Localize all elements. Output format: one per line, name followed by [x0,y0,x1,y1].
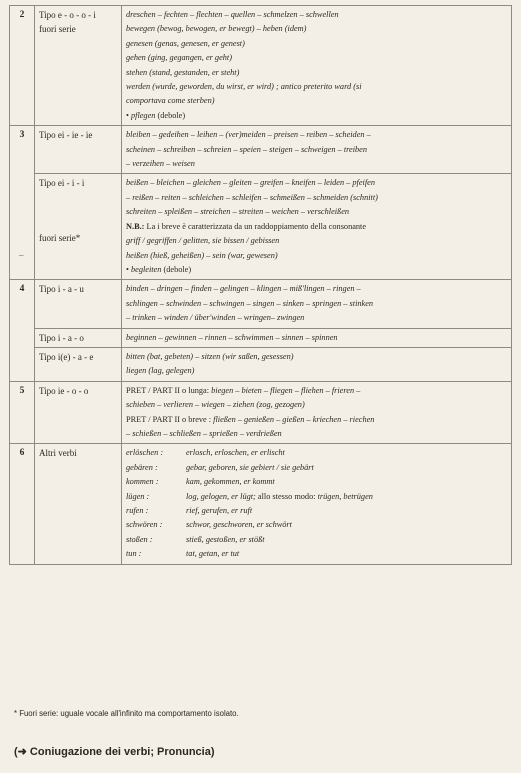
type-cell [35,347,122,381]
bullet-note: (debole) [163,264,192,274]
verb-line: scheinen – schreiben – schreien – speien – steigen – schweigen – treiben [126,144,368,154]
verb-pair [126,504,507,518]
verb-pair [126,547,507,561]
verb-pair [126,461,507,475]
verb-table [9,5,512,565]
table-row [10,280,512,328]
nb-text: La i breve è caratterizzata da un raddoppiamento della consonante [146,221,367,231]
bullet-mark: • [126,110,129,120]
type-label: Tipo ei - i - i [39,178,85,189]
verb-line: – reißen – reiten – schleichen – schleifen – schmeißen – schmeiden (schnitt) [126,192,378,202]
verb-line: stehen (stand, gestanden, er steht) [126,67,240,77]
verb-list [122,347,512,381]
type-label: Altri verbi [39,448,77,459]
verb-list [122,280,512,328]
table-row [10,126,512,174]
type-cell [35,280,122,328]
verb-line: binden – dringen – finden – gelingen – klingen – miß'lingen – ringen – [126,284,361,294]
verb-line: beißen – bleichen – gleichen – gleiten – greifen – kneifen – leiden – pfeifen [126,178,375,188]
group-number: 5 [10,381,35,444]
verb-line: werden (wurde, geworden, du wirst, er wird) ; antico preterito ward (si [126,82,362,92]
infinitive: lügen : [126,491,150,501]
verb-line: beginnen – gewinnen – rinnen – schwimmen – sinnen – spinnen [126,332,338,342]
verb-line: griff / gegriffen / gelitten, sie bissen / gebissen [126,236,280,246]
type-note: fuori serie* [39,232,81,243]
type-cell [35,328,122,347]
bullet-word: begleiten [130,264,162,274]
forms: stieß, gestoßen, er stößt [186,534,265,544]
verb-line: bitten (bat, gebeten) – sitzen (wir saßen, gesessen) [126,351,294,361]
table-row [10,381,512,444]
bullet-note: (debole) [157,110,186,120]
verb-line: heißen (hieß, geheißen) – sein (war, gewesen) [126,250,278,260]
group-number: 2 [10,6,35,126]
verb-line: comportava come sterben) [126,96,215,106]
pret-line [126,413,507,427]
verb-text: fließen – genießen – gießen – kriechen – riechen [213,414,375,424]
type-label: Tipo ie - o - o [39,385,89,396]
verb-line: schieben – verlieren – wiegen – ziehen (zog, gezogen) [126,400,305,410]
group-number: 4 [10,280,35,381]
pret-line [126,384,507,398]
infinitive: erlöschen : [126,448,164,458]
verb-text: biegen – bieten – fliegen – fliehen – frieren – [211,385,361,395]
group-number: 3 [10,126,35,280]
type-label: Tipo i - a - o [39,332,84,343]
type-cell [35,444,122,564]
verb-line: gehen (ging, gegangen, er geht) [126,53,232,63]
verb-line: – trinken – winden / über'winden – wringen– zwingen [126,313,305,323]
forms: gebar, geboren, sie gebiert / sie gebärt [186,462,314,472]
infinitive: rufen : [126,506,149,515]
infinitive: gebären : [126,462,158,472]
table-row [10,6,512,126]
verb-line: bleiben – gedeihen – leihen – (ver)meiden – preisen – reiben – scheiden – [126,130,371,140]
forms [186,490,507,504]
nb-line [126,220,507,234]
cross-reference[interactable]: (➜ Coniugazione dei verbi; Pronuncia) [14,746,215,758]
forms-text: log, gelogen, er lügt; [186,491,256,501]
group-number: 6 [10,444,35,564]
side-mark: – [19,250,24,260]
type-label: Tipo e - o - o - i [39,10,96,20]
bullet-line [126,263,507,277]
verb-list [122,381,512,444]
bullet-line [126,109,507,123]
type-note: fuori serie [39,24,76,35]
verb-pair [126,533,507,547]
table-row [10,347,512,381]
infinitive: schwören : [126,520,163,530]
type-label: Tipo ei - ie - ie [39,130,93,141]
verb-line: – schießen – schließen – sprießen – verdrießen [126,428,282,438]
verb-line: liegen (lag, gelegen) [126,366,195,376]
infinitive: stoßen : [126,534,153,544]
verb-list [122,126,512,174]
verb-pair [126,475,507,489]
forms: rief, gerufen, er ruft [186,506,253,515]
forms-note: allo stesso modo: [257,491,316,501]
bullet-mark: • [126,264,129,274]
infinitive: tun : [126,549,142,559]
table-row [10,444,512,564]
nb-label: N.B.: [126,221,145,231]
verb-list [122,6,512,126]
type-cell [35,6,122,126]
forms: tat, getan, er tut [186,549,240,559]
verb-pair [126,518,507,532]
forms: kam, gekommen, er kommt [186,477,275,487]
verb-line: schlingen – schwinden – schwingen – singen – sinken – springen – stinken [126,298,374,308]
bullet-word: pflegen [130,110,156,120]
verb-line: bewegen (bewog, bewogen, er bewegt) – heben (idem) [126,24,307,34]
pret-label: PRET / PART II o breve : [126,414,212,424]
verb-line: dreschen – fechten – flechten – quellen – schmelzen – schwellen [126,10,339,19]
verb-list [122,328,512,347]
type-label: Tipo i(e) - a - e [39,351,94,362]
verb-line: – verzeihen – weisen [126,159,195,169]
table-row [10,328,512,347]
type-label: Tipo i - a - u [39,284,84,295]
infinitive: kommen : [126,477,159,487]
table-row [10,174,512,280]
verb-list [122,174,512,280]
type-cell [35,174,122,280]
type-cell [35,126,122,174]
verb-pair [126,446,507,460]
forms: erlosch, erloschen, er erlischt [186,448,285,458]
footnote: * Fuori serie: uguale vocale all'infinito ma comportamento isolato. [14,709,239,718]
verb-line: schreiten – spleißen – streichen – streiten – weichen – verschleißen [126,207,350,217]
forms-extra: trügen, betrügen [317,491,373,501]
verb-line: genesen (genas, genesen, er genest) [126,38,245,48]
verb-list [122,444,512,564]
type-cell [35,381,122,444]
pret-label: PRET / PART II o lunga: [126,385,210,395]
forms: schwor, geschworen, er schwört [186,520,292,530]
verb-pair [126,490,507,504]
